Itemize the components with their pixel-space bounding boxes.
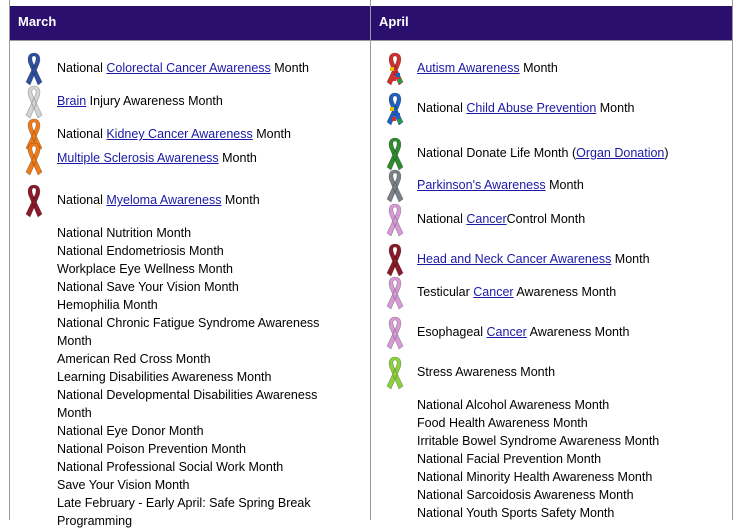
list-item: Irritable Bowel Syndrome Awareness Month <box>417 434 660 448</box>
list-item: Save Your Vision Month <box>57 478 190 492</box>
item-text: Awareness Month <box>526 325 630 339</box>
list-item: National Save Your Vision Month <box>57 280 239 294</box>
march-header-underline <box>10 40 370 41</box>
blue-ribbon-icon <box>23 51 45 87</box>
ribbon <box>384 91 406 127</box>
list-item: Hemophilia Month <box>57 298 158 312</box>
item-text: Injury Awareness Month <box>86 94 223 108</box>
item-text: Month <box>596 101 635 115</box>
lavender-ribbon-icon <box>384 202 406 238</box>
item-text: Month <box>545 178 584 192</box>
gray-ribbon-icon <box>23 84 45 120</box>
item-text: Control Month <box>506 212 586 226</box>
awareness-link[interactable]: Brain <box>57 94 87 108</box>
green-ribbon-icon <box>384 136 406 172</box>
list-item: National Eye Donor Month <box>57 424 204 438</box>
awareness-link[interactable]: Autism Awareness <box>417 61 520 75</box>
item-text: National <box>57 61 107 75</box>
ribbon-list-item <box>417 59 558 77</box>
ribbon <box>23 84 45 120</box>
awareness-link[interactable]: Cancer <box>486 325 527 339</box>
list-item: Learning Disabilities Awareness Month <box>57 370 272 384</box>
awareness-link[interactable]: Cancer <box>473 285 514 299</box>
awareness-link[interactable]: Organ Donation <box>576 146 665 160</box>
puzzle-ribbon-icon <box>384 91 406 127</box>
list-item: National Minority Health Awareness Month <box>417 470 653 484</box>
ribbon-list-item <box>417 250 650 268</box>
item-text: Month <box>611 252 650 266</box>
item-text: National <box>57 127 107 141</box>
ribbon-list-item <box>417 99 635 117</box>
awareness-link[interactable]: Multiple Sclerosis Awareness <box>57 151 219 165</box>
item-text: Month <box>252 127 291 141</box>
awareness-link[interactable]: Cancer <box>466 212 507 226</box>
awareness-link[interactable]: Kidney Cancer Awareness <box>106 127 253 141</box>
ribbon-list-item <box>417 363 555 381</box>
lavender-ribbon-icon <box>384 275 406 311</box>
ribbon <box>384 136 406 172</box>
ribbon <box>23 141 45 177</box>
list-item: Month <box>57 406 92 420</box>
item-text: National <box>417 101 467 115</box>
table-column-divider <box>370 0 371 520</box>
ribbon-list-item <box>57 191 260 209</box>
list-item: National Facial Prevention Month <box>417 452 602 466</box>
list-item: National Youth Sports Safety Month <box>417 506 615 520</box>
ribbon <box>23 183 45 219</box>
list-item: National Alcohol Awareness Month <box>417 398 610 412</box>
table-border-left <box>9 0 10 520</box>
list-item: National Professional Social Work Month <box>57 460 284 474</box>
orange-ribbon-icon <box>23 141 45 177</box>
silver-ribbon-icon <box>384 168 406 204</box>
list-item: Programming <box>57 514 133 528</box>
ribbon-list-item <box>417 144 669 162</box>
item-text: Month <box>270 61 309 75</box>
march-header: March <box>10 6 370 40</box>
list-item: Late February - Early April: Safe Spring Break <box>57 496 311 510</box>
ribbon-list-item <box>57 125 291 143</box>
list-item: National Nutrition Month <box>57 226 192 240</box>
ribbon <box>384 242 406 278</box>
awareness-link[interactable]: Myeloma Awareness <box>106 193 222 207</box>
item-text: Testicular <box>417 285 474 299</box>
item-text: Month <box>221 193 260 207</box>
list-item: American Red Cross Month <box>57 352 211 366</box>
item-text: National <box>57 193 107 207</box>
list-item: National Developmental Disabilities Awareness <box>57 388 318 402</box>
item-text: National Donate Life Month ( <box>417 146 577 160</box>
list-item: National Endometriosis Month <box>57 244 224 258</box>
list-item: National Poison Prevention Month <box>57 442 247 456</box>
ribbon-list-item <box>417 283 616 301</box>
ribbon-list-item <box>57 59 309 77</box>
lime-ribbon-icon <box>384 355 406 391</box>
list-item: Month <box>57 334 92 348</box>
lavender-ribbon-icon <box>384 315 406 351</box>
awareness-link[interactable]: Parkinson's Awareness <box>417 178 546 192</box>
item-text: Stress Awareness Month <box>417 365 556 379</box>
ribbon-list-item <box>57 92 223 110</box>
ribbon-list-item <box>417 176 584 194</box>
ribbon <box>384 202 406 238</box>
ribbon <box>384 275 406 311</box>
item-text: National <box>417 212 467 226</box>
item-text: Month <box>519 61 558 75</box>
ribbon <box>384 315 406 351</box>
ribbon-list-item <box>57 149 257 167</box>
item-text: ) <box>664 146 669 160</box>
item-text: Esophageal <box>417 325 487 339</box>
list-item: Workplace Eye Wellness Month <box>57 262 234 276</box>
awareness-months-table <box>9 0 733 528</box>
awareness-link[interactable]: Child Abuse Prevention <box>466 101 597 115</box>
list-item: National Chronic Fatigue Syndrome Awareness <box>57 316 320 330</box>
burgundy-ribbon-icon <box>23 183 45 219</box>
april-header-underline <box>371 40 732 41</box>
item-text: Awareness Month <box>513 285 617 299</box>
april-header: April <box>371 6 732 40</box>
list-item: National Sarcoidosis Awareness Month <box>417 488 634 502</box>
ribbon <box>23 51 45 87</box>
ribbon <box>384 355 406 391</box>
burgundy-ribbon-icon <box>384 242 406 278</box>
awareness-link[interactable]: Colorectal Cancer Awareness <box>106 61 271 75</box>
awareness-link[interactable]: Head and Neck Cancer Awareness <box>417 252 612 266</box>
item-text: Month <box>218 151 257 165</box>
ribbon-list-item <box>417 210 585 228</box>
ribbon-list-item <box>417 323 629 341</box>
ribbon <box>384 51 406 87</box>
ribbon <box>384 168 406 204</box>
list-item: Food Health Awareness Month <box>417 416 588 430</box>
puzzle-ribbon-icon <box>384 51 406 87</box>
